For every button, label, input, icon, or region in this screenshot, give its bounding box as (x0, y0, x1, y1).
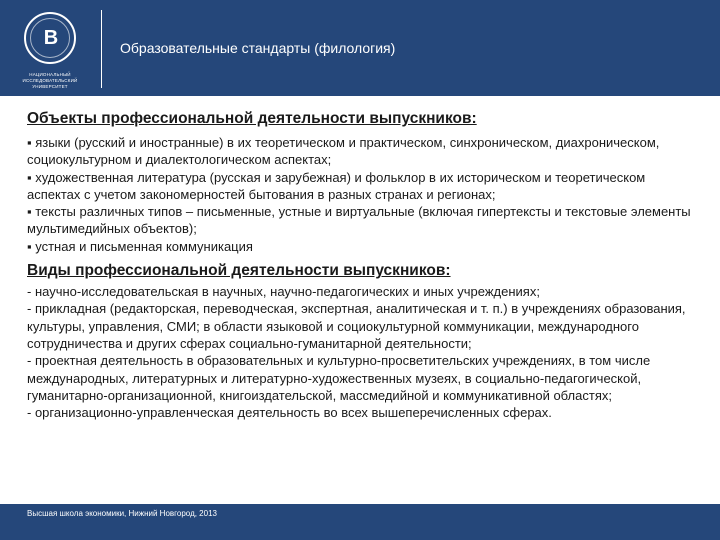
list-item: - научно-исследовательская в научных, научно-педагогических и иных учреждениях; (27, 284, 540, 300)
objects-list (27, 134, 697, 255)
list-item: ▪ устная и письменная коммуникация (27, 238, 253, 254)
list-item: - проектная деятельность в образовательных и культурно-просветительских учреждениях, в том числе международных, литературных и литературно-художественных музеях, в социально-педагогической, гуманитарно-организационной, книгоиздательской, массмедийной и коммуникативной областях; (27, 353, 651, 403)
list-item: - прикладная (редакторская, переводческая, экспертная, аналитическая и т. п.) в учреждениях образования, культуры, управления, СМИ; в области языковой и социокультурной коммуникации, международного сотрудничества и других сферах социально-гуманитарной деятельности; (27, 301, 686, 351)
section-activities (27, 261, 697, 421)
section-objects (27, 109, 697, 255)
activities-list (27, 283, 697, 421)
slide-title: Образовательные стандарты (филология) (120, 40, 396, 56)
logo-caption: НАЦИОНАЛЬНЫЙ ИССЛЕДОВАТЕЛЬСКИЙ УНИВЕРСИТЕТ (22, 72, 78, 89)
header-divider (101, 10, 102, 88)
slide-content (27, 109, 697, 421)
footer-bar (0, 504, 720, 540)
list-item: ▪ художественная литература (русская и зарубежная) и фольклор в их историческом и теоретическом аспектах с учетом закономерностей бытования в разных странах и регионах; (27, 169, 646, 202)
footer-text: Высшая школа экономики, Нижний Новгород, 2013 (27, 509, 217, 518)
list-item: ▪ тексты различных типов – письменные, устные и виртуальные (включая гипертексты и текстовые элементы мультимедийных объектов); (27, 204, 691, 237)
section-heading-objects: Объекты профессиональной деятельности выпускников: (27, 110, 477, 127)
list-item: - организационно-управленческая деятельность во всех вышеперечисленных сферах. (27, 405, 552, 421)
logo-emblem (24, 12, 76, 64)
list-item: ▪ языки (русский и иностранные) в их теоретическом и практическом, синхроническом, диахроническом, социокультурном и диалектологическом аспектах; (27, 135, 660, 168)
section-heading-activities: Виды профессиональной деятельности выпускников: (27, 262, 451, 280)
logo-monogram: В (43, 27, 59, 49)
hse-logo (8, 6, 92, 90)
header-bar (0, 0, 720, 96)
